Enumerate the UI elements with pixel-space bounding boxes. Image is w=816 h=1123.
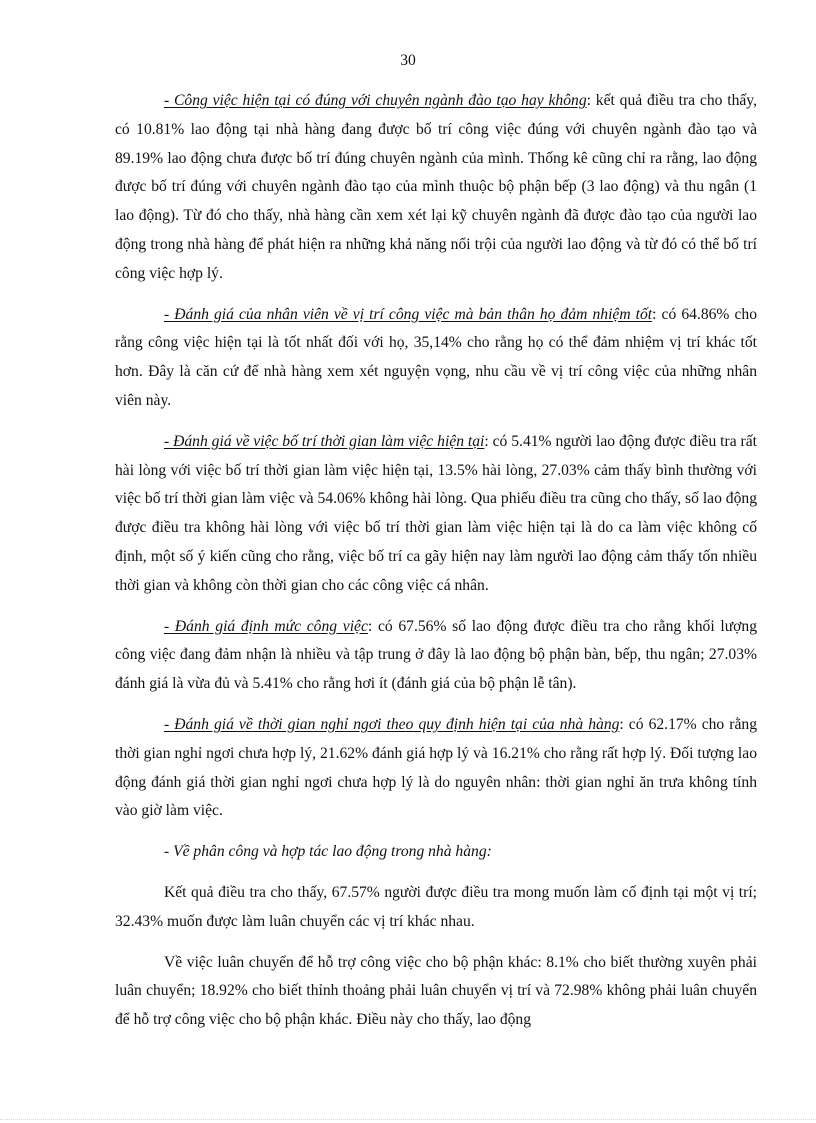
paragraph-rest-time	[115, 711, 757, 826]
bottom-dotted-rule	[0, 1119, 816, 1120]
paragraph-heading: - Đánh giá về việc bố trí thời gian làm việc hiện tại	[164, 432, 485, 450]
section-heading: - Về phân công và hợp tác lao động trong nhà hàng:	[164, 843, 492, 861]
paragraph-heading: - Đánh giá định mức công việc	[164, 617, 368, 635]
paragraph-body: : có 62.17% cho rằng thời gian nghỉ ngơi chưa hợp lý, 21.62% đánh giá hợp lý và 16.21% cho rằng rất hợp lý. Đối tượng lao động đánh giá thời gian nghỉ ngơi chưa hợp lý là do nguyên nhân: thời gian nghỉ ăn trưa không tính vào giờ làm việc.	[115, 715, 757, 820]
paragraph-job-matches-training	[115, 87, 757, 289]
page-body	[115, 87, 757, 1035]
paragraph-heading: - Công việc hiện tại có đúng với chuyên ngành đào tạo hay không	[164, 92, 587, 109]
paragraph-workload-norm	[115, 613, 757, 699]
page-number: 30	[400, 52, 416, 69]
paragraph-fixed-position-preference	[115, 879, 757, 937]
paragraph-heading: - Đánh giá về thời gian nghỉ ngơi theo quy định hiện tại của nhà hàng	[164, 715, 620, 733]
paragraph-heading: - Đánh giá của nhân viên về vị trí công việc mà bản thân họ đảm nhiệm tốt	[164, 305, 653, 323]
paragraph-body: : có 67.56% số lao động được điều tra cho rằng khối lượng công việc đang đảm nhận là nhiều và tập trung ở đây là lao động bộ phận bàn, bếp, thu ngân; 27.03% đánh giá là vừa đủ và 5.41% cho rằng hơi ít (đánh giá của bộ phận lễ tân).	[115, 617, 757, 693]
paragraph-body: Về việc luân chuyển để hỗ trợ công việc cho bộ phận khác: 8.1% cho biết thường xuyên phải luân chuyển; 18.92% cho biết thỉnh thoảng phải luân chuyển vị trí và 72.98% không phải luân chuyển để hỗ trợ công việc cho bộ phận khác. Điều này cho thấy, lao động	[115, 953, 757, 1029]
paragraph-body: : có 64.86% cho rằng công việc hiện tại là tốt nhất đối với họ, 35,14% cho rằng họ có thể đảm nhiệm vị trí khác tốt hơn. Đây là căn cứ để nhà hàng xem xét nguyện vọng, nhu cầu về vị trí công việc của những nhân viên này.	[115, 305, 757, 409]
paragraph-division-cooperation-heading	[115, 838, 757, 867]
paragraph-body: : kết quả điều tra cho thấy, có 10.81% lao động tại nhà hàng đang được bố trí công việc đúng với chuyên ngành đào tạo và 89.19% lao động chưa được bố trí đúng chuyên ngành của mình. Thống kê cũng chỉ ra rằng, lao động được bố trí đúng với chuyên ngành đào tạo của mình thuộc bộ phận bếp (3 lao động) và thu ngân (1 lao động). Từ đó cho thấy, nhà hàng cần xem xét lại kỹ chuyên ngành đã được đào tạo của người lao động trong nhà hàng để phát hiện ra những khả năng nổi trội của người lao động và từ đó có thể bố trí công việc hợp lý.	[115, 92, 757, 282]
paragraph-body: : có 5.41% người lao động được điều tra rất hài lòng với việc bố trí thời gian làm việc hiện tại, 13.5% hài lòng, 27.03% cảm thấy bình thường với việc bố trí thời gian làm việc và 54.06% không hài lòng. Qua phiếu điều tra cũng cho thấy, số lao động được điều tra không hài lòng với việc bố trí thời gian làm việc hiện tại là do ca làm việc không cố định, một số ý kiến cũng cho rằng, việc bố trí ca gãy hiện nay làm người lao động cảm thấy tốn nhiều thời gian và không còn thời gian cho các công việc cá nhân.	[115, 432, 757, 594]
paragraph-body: Kết quả điều tra cho thấy, 67.57% người được điều tra mong muốn làm cố định tại một vị trí; 32.43% muốn được làm luân chuyển các vị trí khác nhau.	[115, 883, 757, 930]
paragraph-position-evaluation	[115, 301, 757, 416]
paragraph-working-time-arrangement	[115, 428, 757, 601]
paragraph-rotation-support	[115, 949, 757, 1035]
